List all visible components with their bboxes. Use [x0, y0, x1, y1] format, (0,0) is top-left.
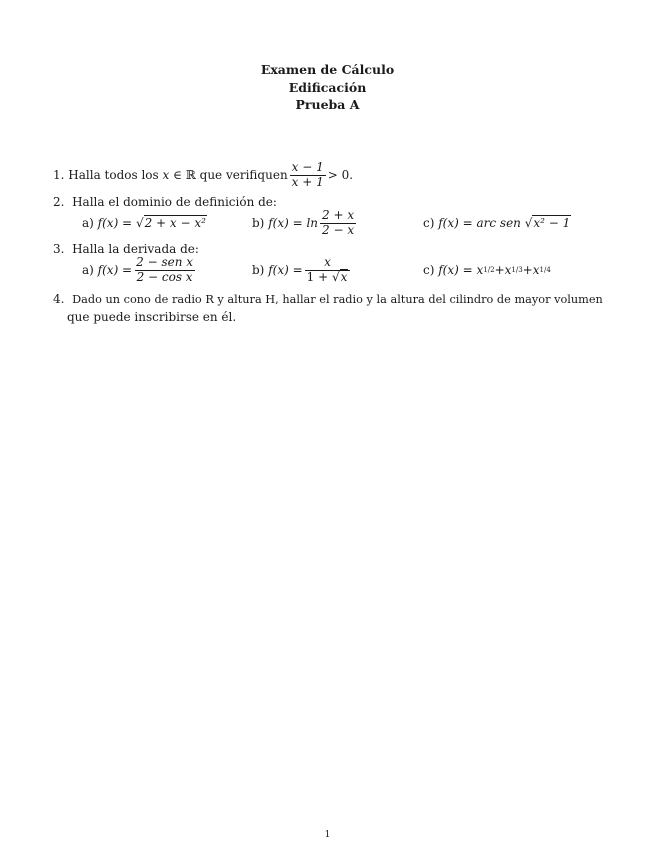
function-lhs: f(x) = arc sen	[438, 216, 521, 230]
problem-number: 1.	[53, 168, 65, 182]
item-label: c)	[423, 216, 435, 230]
exam-version: Prueba A	[295, 97, 360, 112]
fraction-numerator: x	[324, 254, 331, 269]
square-root: √x	[332, 269, 348, 284]
fraction	[320, 209, 356, 238]
problem-3c: c) f(x) = x 1/2 + x 1/3 + x 1/4	[423, 263, 551, 277]
problem-text: Halla todos los	[68, 168, 159, 182]
function-lhs: f(x) = ln	[268, 216, 319, 230]
square-root: √2 + x − x²	[135, 216, 206, 230]
problem-text-line-1: Dado un cono de radio R y altura H, hallar el radio y la altura del cilindro de mayor volumen	[72, 293, 603, 306]
fraction	[290, 161, 326, 190]
problem-2c	[423, 212, 571, 234]
fraction-denominator: x + 1	[291, 174, 324, 189]
problem-3	[53, 242, 199, 256]
problem-3b	[252, 254, 352, 284]
item-label: a)	[82, 263, 94, 277]
function-lhs: f(x) =	[97, 263, 133, 277]
denominator-prefix: 1 +	[306, 269, 329, 284]
item-label: a)	[82, 216, 94, 230]
power-base: x	[504, 263, 512, 277]
problem-number: 4.	[53, 292, 65, 306]
exponent: 1/3	[511, 266, 523, 274]
fraction-numerator: x − 1	[291, 159, 324, 174]
problem-2	[53, 195, 277, 209]
problem-number: 2.	[53, 195, 65, 209]
fraction-numerator: 2 − sen x	[136, 254, 194, 269]
power-base: x	[476, 263, 484, 277]
fraction-denominator	[305, 270, 351, 285]
problem-text: Halla la derivada de:	[72, 242, 199, 256]
problem-3a	[82, 254, 197, 284]
exam-title: Examen de Cálculo	[260, 62, 395, 77]
function-lhs: f(x) =	[438, 263, 473, 277]
fraction-denominator: 2 − cos x	[136, 269, 193, 284]
page-number: 1	[324, 830, 331, 840]
item-label: c)	[423, 263, 435, 277]
fraction-numerator: 2 + x	[322, 207, 355, 222]
exponent: 1/4	[539, 266, 551, 274]
function-lhs: f(x) =	[97, 216, 133, 230]
inequality: > 0.	[327, 168, 354, 182]
power-base: x	[532, 263, 540, 277]
problem-4-continued: que puede inscribirse en él.	[67, 310, 237, 324]
function-lhs: f(x) =	[268, 263, 303, 277]
variable: x	[162, 168, 170, 182]
radicand: x	[340, 269, 348, 284]
radicand: 2 + x − x²	[144, 216, 206, 230]
problem-2b	[252, 207, 358, 237]
problem-number: 3.	[53, 242, 65, 256]
problem-2a	[82, 212, 207, 234]
item-label: b)	[252, 216, 265, 230]
fraction-denominator: 2 − x	[322, 222, 355, 237]
fraction	[134, 256, 195, 285]
problem-1	[53, 159, 354, 189]
problem-text-tail: que verifiquen	[199, 168, 288, 182]
exam-subtitle: Edificación	[288, 80, 367, 95]
radicand: x² − 1	[533, 216, 571, 230]
square-root: √x² − 1	[524, 216, 571, 230]
problem-text: Halla el dominio de definición de:	[72, 195, 277, 209]
item-label: b)	[252, 263, 265, 277]
set-membership: ∈ ℝ	[173, 168, 196, 182]
fraction	[305, 256, 351, 285]
problem-4	[53, 292, 603, 306]
exponent: 1/2	[483, 266, 495, 274]
